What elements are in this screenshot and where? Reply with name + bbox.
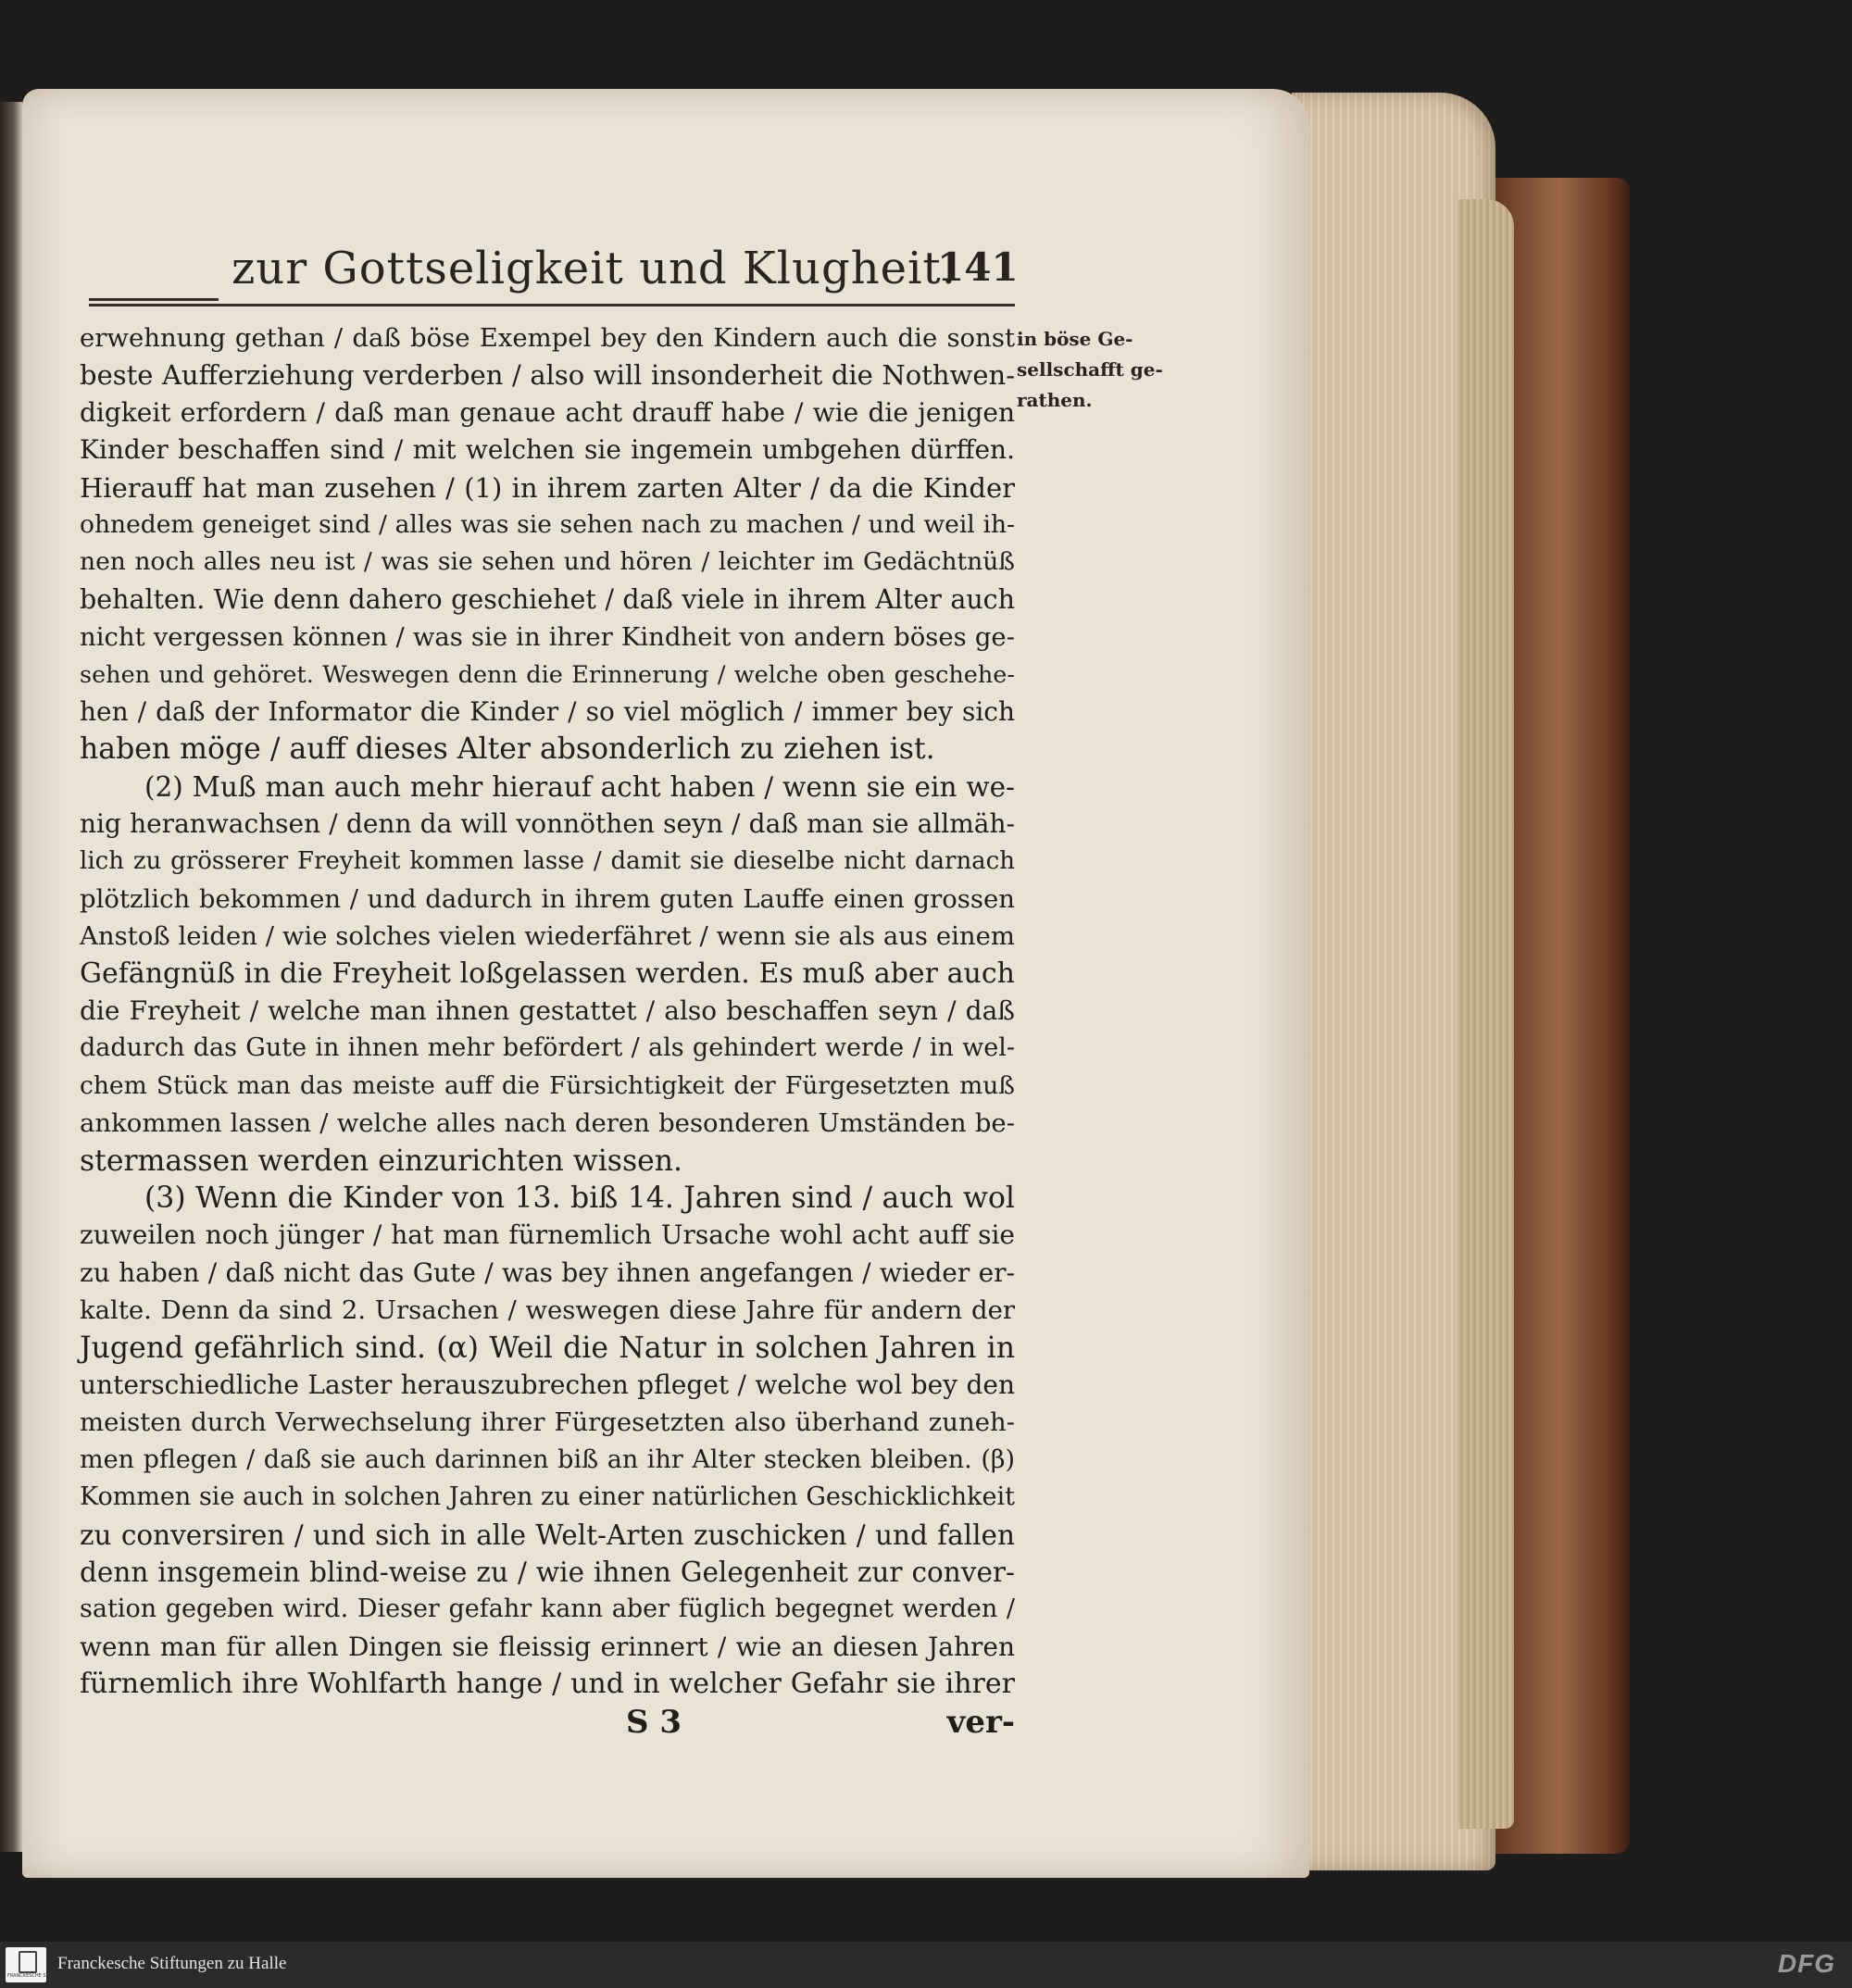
text-line: men pflegen / daß sie auch darinnen biß an ihr Alter stecken bleiben. (β)	[80, 1444, 1015, 1474]
body-text	[80, 319, 1015, 1703]
text-line: Gefängnüß in die Freyheit loßgelassen werden. Es muß aber auch	[80, 956, 1015, 990]
dfg-logo[interactable]: DFG	[1777, 1949, 1835, 1978]
text-line: Hierauff hat man zusehen / (1) in ihrem zarten Alter / da die Kinder	[80, 471, 1015, 504]
text-line: meisten durch Verwechselung ihrer Fürgesetzten also überhand zuneh-	[80, 1407, 1015, 1438]
catchword: ver-	[946, 1704, 1015, 1741]
text-line: Anstoß leiden / wie solches vielen wiederfähret / wenn sie als aus einem	[80, 921, 1015, 952]
text-line: chem Stück man das meiste auff die Fürsichtigkeit der Fürgesetzten muß	[80, 1070, 1015, 1100]
text-line: erwehnung gethan / daß böse Exempel bey den Kindern auch die sonst	[80, 323, 1015, 353]
text-line: lich zu grösserer Freyheit kommen lasse / damit sie dieselbe nicht darnach	[80, 847, 1015, 876]
institution-logo-text: FRANCKESCHE STIFTUNGEN	[7, 1973, 73, 1979]
text-line: unterschiedliche Laster herauszubrechen pfleget / welche wol bey den	[80, 1369, 1015, 1400]
signature-mark: S 3	[626, 1704, 682, 1741]
page-number: 141	[937, 244, 1019, 290]
text-line: zuweilen noch jünger / hat man fürnemlich Ursache wohl acht auff sie	[80, 1219, 1015, 1251]
marginal-note-line: in böse Ge-	[1017, 328, 1133, 350]
text-line: plötzlich bekommen / und dadurch in ihrem guten Lauffe einen grossen	[80, 883, 1015, 914]
footer-bar	[0, 1942, 1852, 1988]
text-line: beste Aufferziehung verderben / also will insonderheit die Nothwen-	[80, 359, 1015, 392]
institution-logo[interactable]	[6, 1947, 73, 1982]
text-line: hen / daß der Informator die Kinder / so viel möglich / immer bey sich	[80, 695, 1015, 727]
text-line: (3) Wenn die Kinder von 13. biß 14. Jahren sind / auch wol	[144, 1181, 1015, 1215]
text-line: die Freyheit / welche man ihnen gestattet / also beschaffen seyn / daß	[80, 995, 1015, 1027]
page-stack-inner-edge	[1458, 199, 1514, 1829]
text-line: zu haben / daß nicht das Gute / was bey ihnen angefangen / wieder er-	[80, 1257, 1015, 1288]
text-line: sehen und gehöret. Weswegen denn die Erinnerung / welche oben geschehe-	[80, 660, 1015, 689]
text-line: fürnemlich ihre Wohlfarth hange / und in welcher Gefahr sie ihrer	[80, 1668, 1015, 1701]
text-line: (2) Muß man auch mehr hierauf acht haben / wenn sie ein we-	[144, 770, 1015, 803]
text-line: ankommen lassen / welche alles nach deren besonderen Umständen be-	[80, 1108, 1015, 1139]
institution-logo-icon	[19, 1951, 37, 1973]
text-line: kalte. Denn da sind 2. Ursachen / weswegen diese Jahre für andern der	[80, 1295, 1015, 1326]
head-rule-left	[89, 298, 219, 301]
marginal-note-line: sellschafft ge-	[1017, 358, 1163, 381]
text-line: dadurch das Gute in ihnen mehr befördert / als gehindert werde / in wel-	[80, 1033, 1015, 1063]
institution-name[interactable]: Franckesche Stiftungen zu Halle	[57, 1954, 287, 1973]
text-line: zu conversiren / und sich in alle Welt-Arten zuschicken / und fallen	[80, 1519, 1015, 1551]
text-line: haben möge / auff dieses Alter absonderlich zu ziehen ist.	[80, 732, 935, 767]
marginal-note-line: rathen.	[1017, 389, 1093, 411]
text-line: Kommen sie auch in solchen Jahren zu einer natürlichen Geschicklichkeit	[80, 1482, 1015, 1512]
text-line: nig heranwachsen / denn da will vonnöthen seyn / daß man sie allmäh-	[80, 808, 1015, 840]
text-line: wenn man für allen Dingen sie fleissig erinnert / wie an diesen Jahren	[80, 1631, 1015, 1662]
text-line: behalten. Wie denn dahero geschiehet / daß viele in ihrem Alter auch	[80, 583, 1015, 615]
text-line: sation gegeben wird. Dieser gefahr kann aber füglich begegnet werden /	[80, 1594, 1015, 1624]
text-line: nen noch alles neu ist / was sie sehen und hören / leichter im Gedächtnüß	[80, 547, 1015, 577]
head-rule	[89, 304, 1015, 306]
marginal-note	[1017, 324, 1163, 416]
text-line: stermassen werden einzurichten wissen.	[80, 1144, 683, 1178]
text-line: ohnedem geneiget sind / alles was sie sehen nach zu machen / und weil ih-	[80, 509, 1015, 539]
text-line: Jugend gefährlich sind. (α) Weil die Natur in solchen Jahren in	[80, 1331, 1015, 1365]
text-line: denn insgemein blind-weise zu / wie ihnen Gelegenheit zur conver-	[80, 1556, 1015, 1588]
text-line: nicht vergessen können / was sie in ihrer Kindheit von andern böses ge-	[80, 622, 1015, 653]
text-line: digkeit erfordern / daß man genaue acht drauff habe / wie die jenigen	[80, 396, 1015, 428]
previous-page-edge	[0, 102, 22, 1852]
running-head: zur Gottseligkeit und Klugheit.	[232, 243, 957, 294]
page-footer	[80, 1704, 1015, 1750]
text-line: Kinder beschaffen sind / mit welchen sie ingemein umbgehen dürffen.	[80, 434, 1015, 466]
